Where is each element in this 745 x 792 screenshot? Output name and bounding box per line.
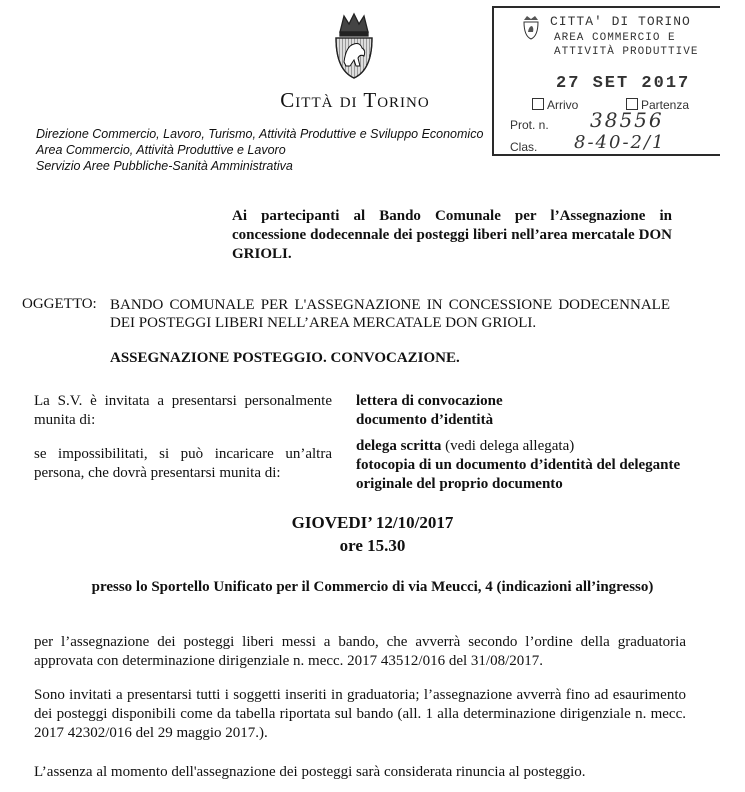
stamp-arrivo: Arrivo: [532, 98, 578, 112]
stamp-city: CITTA' DI TORINO: [550, 14, 691, 29]
body-paragraph: per l’assegnazione dei posteggi liberi messi a bando, che avverrà secondo l’ordine della graduatoria approvata con determinazione dirigenziale n. mecc. 2017 43512/016 del 31/08/2017.: [34, 634, 686, 669]
city-crest-icon: [330, 10, 378, 82]
stamp-prot-value: 38556: [590, 108, 664, 132]
protocol-stamp: [492, 6, 720, 156]
addressee: Ai partecipanti al Bando Comunale per l’Assegnazione in concessione dodecennale dei posteggi liberi nell’area mercatale DON GRIOLI.: [232, 208, 672, 262]
requirement-text-1: La S.V. è invitata a presentarsi personalmente munita di:: [34, 393, 332, 428]
department-line: Servizio Aree Pubbliche-Sanità Amministrativa: [36, 159, 293, 173]
subject-bold-line: ASSEGNAZIONE POSTEGGIO. CONVOCAZIONE.: [110, 350, 460, 366]
stamp-activity: ATTIVITÀ PRODUTTIVE: [554, 46, 699, 58]
requirement-item: lettera di convocazione: [356, 393, 503, 409]
requirement-item-delega: [356, 437, 574, 456]
stamp-crest-icon: [522, 16, 540, 40]
delega-label: delega scritta: [356, 438, 442, 454]
subject-text: BANDO COMUNALE PER L'ASSEGNAZIONE IN CONCESSIONE DODECENNALE DEI POSTEGGI LIBERI NELL’AREA MERCATALE DON GRIOLI.: [110, 297, 670, 331]
city-name: Città di Torino: [280, 88, 430, 112]
stamp-clas-label: Clas.: [510, 140, 538, 154]
body-paragraph: Sono invitati a presentarsi tutti i soggetti inseriti in graduatoria; l’assegnazione avverrà fino ad esaurimento dei posteggi disponibili come da tabella riportata sul bando (all. 1 alla determinazione dirigenziale n. mecc. 2017 42302/016 del 29 maggio 2017.).: [34, 687, 686, 741]
meeting-date: GIOVEDI’ 12/10/2017: [291, 513, 454, 532]
requirement-item: fotocopia di un documento d’identità del delegante: [356, 457, 681, 473]
department-line: Direzione Commercio, Lavoro, Turismo, Attività Produttive e Sviluppo Economico: [36, 127, 484, 141]
requirement-item: originale del proprio documento: [356, 476, 563, 492]
requirement-text-2: se impossibilitati, si può incaricare un’altra persona, che dovrà presentarsi munita di:: [34, 446, 332, 481]
subject-label: OGGETTO:: [22, 296, 97, 312]
requirement-item: documento d’identità: [356, 412, 494, 428]
stamp-partenza: Partenza: [626, 98, 689, 112]
department-line: Area Commercio, Attività Produttive e Lavoro: [36, 143, 286, 157]
body-paragraph: L’assenza al momento dell'assegnazione dei posteggi sarà considerata rinuncia al posteggio.: [34, 764, 586, 780]
delega-note: (vedi delega allegata): [441, 438, 575, 454]
checkbox-arrivo: [532, 98, 544, 110]
meeting-time: ore 15.30: [339, 536, 406, 555]
stamp-date: 27 SET 2017: [556, 74, 691, 93]
stamp-prot-label: Prot. n.: [510, 118, 549, 132]
stamp-clas-value: 8-40-2/1: [574, 132, 666, 153]
stamp-area: AREA COMMERCIO E: [554, 32, 676, 44]
meeting-location: presso lo Sportello Unificato per il Commercio di via Meucci, 4 (indicazioni all’ingresso): [91, 579, 654, 595]
